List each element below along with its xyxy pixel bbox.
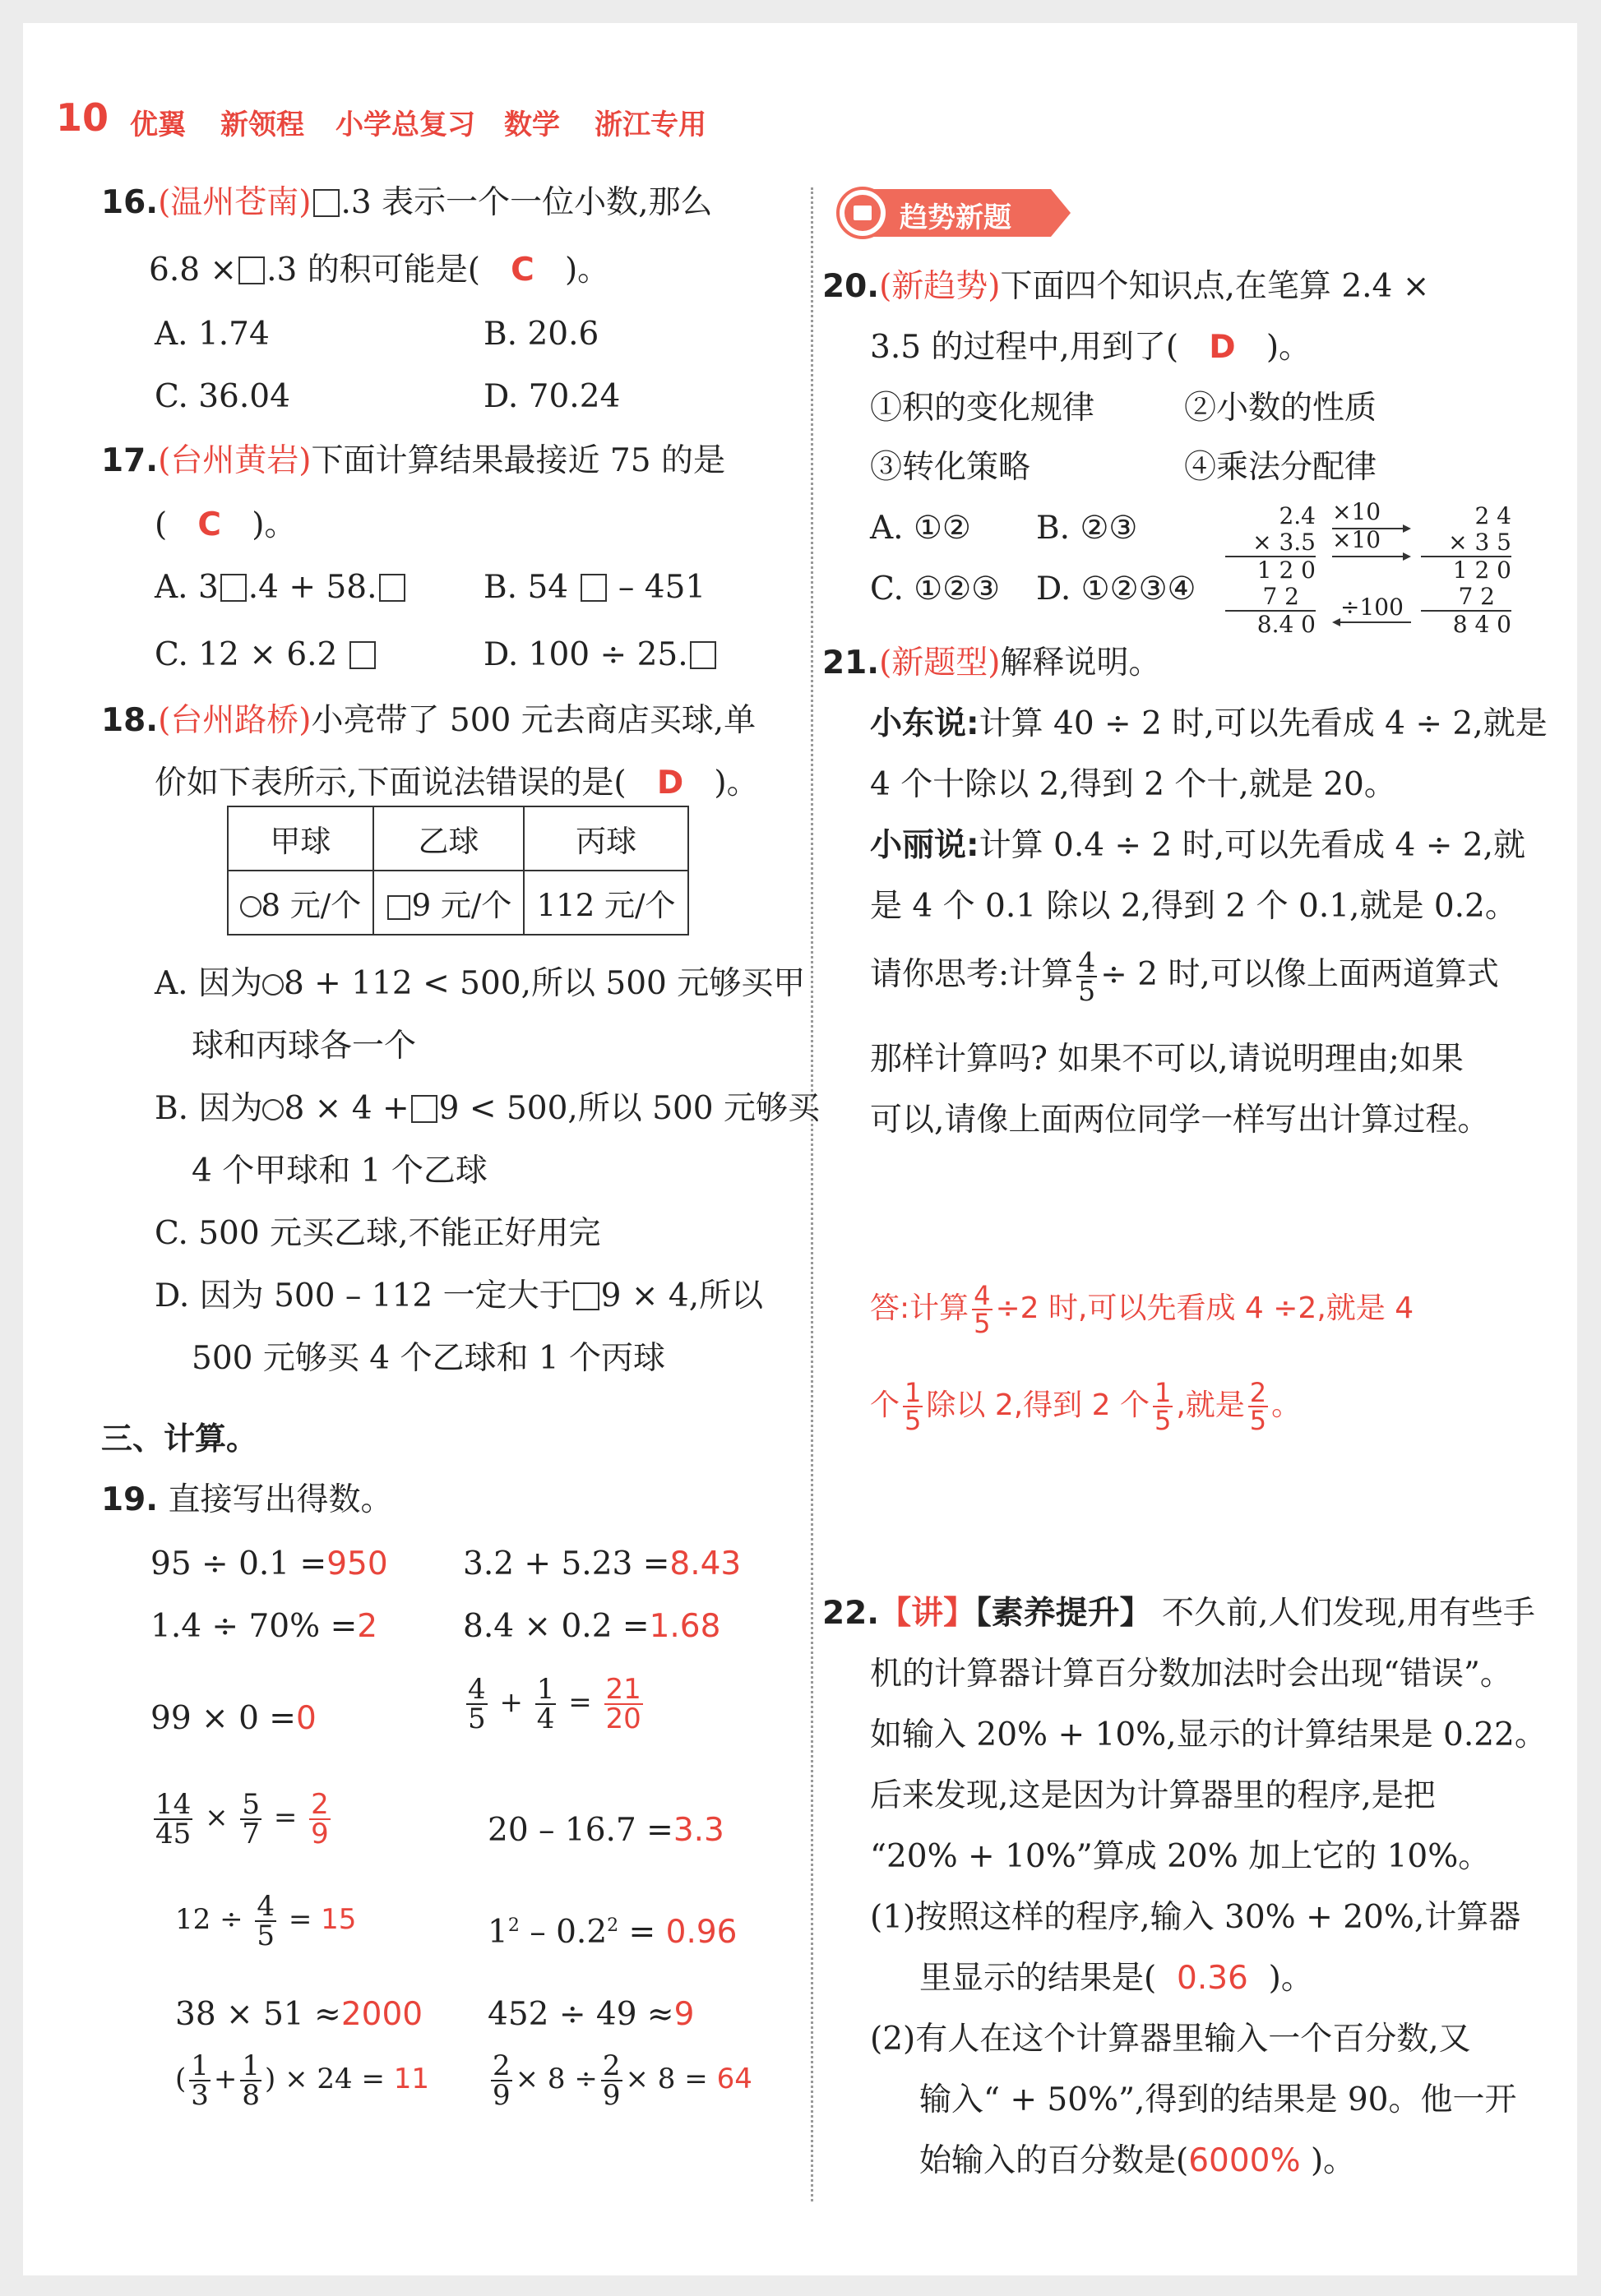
operator: + [499, 1686, 523, 1719]
q21-text-line: 是 4 个 0.1 除以 2,得到 2 个 0.1,就是 0.2。 [870, 888, 1517, 925]
page-number: 10 [56, 95, 109, 140]
q16-text: .3 表示一个一位小数,那么 [340, 184, 713, 221]
calc-item [150, 1545, 388, 1584]
calc-expr: 8.4 × 0.2 = [463, 1608, 650, 1645]
q18-option-c: C. 500 元买乙球,不能正好用完 [155, 1215, 601, 1252]
blank-box [313, 189, 340, 217]
numerator: 4 [1078, 946, 1096, 978]
calc-line: × 3 5 [1448, 529, 1511, 556]
calc-line: 1 2 0 [1421, 556, 1511, 584]
q17-option-c-text: C. 12 × 6.2 [155, 636, 338, 673]
q21-xiaoli [870, 827, 1525, 866]
denominator: 45 [155, 1818, 192, 1850]
q18-line2 [155, 765, 759, 803]
q21-answer-line1 [870, 1282, 1414, 1337]
exponent: 2 [607, 1915, 619, 1936]
q17-option-d [484, 636, 718, 675]
q21-text: 解释说明。 [1000, 644, 1161, 681]
arrow-label: ×10 [1332, 526, 1381, 553]
q22-sub2: (2)有人在这个计算器里输入一个百分数,又 [870, 2021, 1471, 2058]
calc-answer: 2 [357, 1608, 378, 1645]
calc-item [150, 1608, 377, 1647]
calc-answer: 950 [326, 1545, 388, 1582]
answer-text: 个 [870, 1388, 900, 1422]
q22-text-line: 后来发现,这是因为计算器里的程序,是把 [870, 1777, 1436, 1814]
denominator: 5 [905, 1405, 922, 1436]
calc-item [150, 1790, 334, 1848]
q18-option-b [155, 1090, 820, 1129]
calc-expr: – 0.2 [519, 1914, 608, 1951]
q17-option-c [155, 636, 377, 675]
calc-item [488, 1812, 724, 1850]
calc-answer: 0 [296, 1700, 317, 1737]
calc-expr: 452 ÷ 49 ≈ [488, 1996, 674, 2033]
price-table [227, 806, 689, 935]
q17-text: 下面计算结果最接近 75 的是 [311, 442, 725, 479]
calc-answer: 8.43 [669, 1545, 742, 1582]
blank-box [238, 256, 265, 284]
calc-expr: 1 [488, 1914, 508, 1951]
workbook-page [23, 23, 1577, 2275]
denominator: 5 [1249, 1405, 1267, 1436]
q21-text-line: 那样计算吗? 如果不可以,请说明理由;如果 [870, 1041, 1464, 1078]
q17-option-a [155, 569, 407, 607]
denominator: 5 [257, 1919, 275, 1952]
q21-text-line: 可以,请像上面两位同学一样写出计算过程。 [870, 1102, 1490, 1139]
denominator: 5 [468, 1702, 486, 1735]
q21-answer-line2 [870, 1379, 1301, 1434]
q18-option-d-text2: 9 × 4,所以 [600, 1277, 764, 1314]
numerator: 2 [493, 2049, 511, 2082]
q20-text: 下面四个知识点,在笔算 2.4 × [1000, 268, 1430, 305]
calc-item [175, 2049, 430, 2112]
answer-text: ÷2 时,可以先看成 4 ÷2,就是 4 [995, 1291, 1414, 1325]
q20-close: )。 [1266, 329, 1312, 366]
price-cell [373, 871, 524, 935]
calc-answer: 64 [716, 2063, 752, 2095]
q22-text-line: 始输入的百分数是( [919, 2142, 1189, 2179]
series: 新领程 [220, 109, 304, 141]
calc-expr: × 8 = [625, 2063, 708, 2095]
denominator: 5 [1078, 975, 1096, 1007]
q17-option-d-text: D. 100 ÷ 25. [484, 636, 688, 673]
numerator: 4 [257, 1890, 275, 1923]
calc-expr: 99 × 0 = [150, 1700, 296, 1737]
equals: = [618, 1914, 656, 1951]
blank-box [379, 574, 405, 602]
calc-item [463, 1675, 646, 1733]
calc-line: 8.4 0 [1225, 610, 1316, 638]
answer-text: 答:计算 [870, 1291, 969, 1325]
calc-answer: 11 [393, 2063, 430, 2095]
q18-number: 18. [101, 702, 159, 739]
numerator: 4 [468, 1673, 486, 1706]
denominator: 4 [536, 1702, 555, 1735]
q22-text-line: 如输入 20% + 10%,显示的计算结果是 0.22。 [870, 1716, 1547, 1753]
book-title: 小学总复习 [335, 109, 475, 141]
question-22 [822, 1595, 1535, 1633]
equals: = [273, 1801, 298, 1834]
vertical-calc-right [1421, 503, 1511, 638]
denominator: 5 [974, 1308, 991, 1339]
q17-option-b [484, 569, 706, 607]
calc-line: 8 4 0 [1421, 610, 1511, 638]
answer-numerator: 2 [311, 1788, 329, 1821]
q21-text-line: 4 个十除以 2,得到 2 个十,就是 20。 [870, 766, 1396, 803]
calc-line: 2 4 [1474, 502, 1511, 529]
denominator: 8 [242, 2079, 261, 2112]
q22-tag: 【素养提升】 [975, 1595, 1152, 1632]
q20-source: (新趋势) [879, 268, 1001, 305]
q18-option-a [155, 965, 805, 1004]
q16-source: (温州苍南) [158, 184, 312, 221]
vertical-calc-left [1225, 503, 1316, 638]
knowledge-point: ③转化策略 [870, 449, 1031, 486]
q20-line2 [870, 329, 1311, 367]
denominator: 3 [191, 2079, 209, 2112]
calc-expr: 12 ÷ [175, 1903, 243, 1936]
q16-option-a: A. 1.74 [155, 316, 270, 353]
q17-option-a-text: A. 3 [155, 569, 219, 606]
calc-line: 7 2 [1458, 583, 1495, 610]
calc-line: 2.4 [1279, 502, 1316, 529]
numerator: 1 [905, 1377, 922, 1408]
circle-blank [240, 896, 261, 917]
q22-text-line: “20% + 10%”算成 20% 加上它的 10%。 [870, 1838, 1491, 1875]
price-cell-text: 8 元/个 [261, 888, 362, 923]
calc-answer: 2000 [340, 1996, 423, 2033]
q21-text-line: 请你思考:计算 [870, 956, 1074, 993]
q22-sub1-line2 [919, 1960, 1313, 1998]
arrow-label: ×10 [1332, 498, 1381, 525]
q18-option-a-line2: 球和丙球各一个 [192, 1028, 417, 1065]
exponent: 2 [507, 1915, 520, 1936]
q17-line2 [155, 506, 296, 545]
calc-line: × 3.5 [1252, 529, 1316, 556]
numerator: 1 [242, 2049, 261, 2082]
q21-text-line: 计算 40 ÷ 2 时,可以先看成 4 ÷ 2,就是 [979, 705, 1548, 742]
knowledge-point: ①积的变化规律 [870, 390, 1095, 427]
q18-option-b-text2: 8 × 4 + [284, 1090, 410, 1127]
calc-expr: 20 – 16.7 = [488, 1812, 673, 1849]
equals: = [288, 1903, 322, 1936]
q18-option-d-line2: 500 元够买 4 个乙球和 1 个丙球 [192, 1340, 666, 1377]
q20-answer: D [1209, 329, 1236, 366]
region: 浙江专用 [595, 109, 706, 141]
q20-text2: 3.5 的过程中,用到了( [870, 329, 1179, 366]
q19-number: 19. [101, 1481, 159, 1518]
speaker-label: 小东说: [870, 705, 979, 742]
q22-sub1-answer: 0.36 [1177, 1960, 1248, 1997]
answer-text: 除以 2,得到 2 个 [926, 1388, 1150, 1422]
q22-sub2-answer: 6000% [1188, 2142, 1301, 2179]
numerator: 5 [242, 1788, 261, 1821]
q17-open: ( [155, 506, 168, 543]
q21-source: (新题型) [879, 644, 1001, 681]
arrow-label: ÷100 [1340, 594, 1404, 621]
q22-number: 22. [822, 1595, 880, 1632]
calc-answer: 0.96 [665, 1914, 738, 1951]
blank-box [581, 574, 607, 602]
header-cell: 丙球 [524, 806, 688, 871]
calc-answer: 3.3 [673, 1812, 724, 1849]
numerator: 14 [155, 1788, 192, 1821]
q16-option-c: C. 36.04 [155, 378, 290, 415]
calc-item [175, 1892, 356, 1950]
q21-xiaodong [870, 705, 1548, 744]
q20-option-b: B. ②③ [1036, 510, 1138, 547]
denominator: 9 [493, 2079, 511, 2112]
header-cell: 乙球 [373, 806, 524, 871]
header-cell: 甲球 [228, 806, 373, 871]
numerator: 1 [191, 2049, 209, 2082]
calc-expr: × 8 ÷ [515, 2063, 598, 2095]
question-19 [101, 1481, 393, 1520]
q20-number: 20. [822, 268, 880, 305]
q18-text2: 价如下表所示,下面说法错误的是( [155, 765, 627, 802]
q16-answer: C [511, 252, 534, 289]
q18-close: )。 [714, 765, 759, 802]
answer-denominator: 9 [311, 1818, 329, 1850]
q16-close: )。 [564, 252, 610, 289]
calc-item [150, 1700, 317, 1739]
calc-item [463, 1545, 741, 1584]
circle-blank [262, 1099, 284, 1120]
q21-number: 21. [822, 644, 880, 681]
paren: ( [175, 2063, 187, 2095]
answer-denominator: 20 [605, 1702, 641, 1735]
numerator: 2 [1249, 1377, 1267, 1408]
q18-option-a-text2: 8 + 112 < 500,所以 500 元够买甲 [283, 965, 806, 1002]
trend-badge [835, 186, 1074, 240]
q21-think [870, 946, 1499, 1007]
question-16 [101, 184, 713, 223]
calc-line: 1 2 0 [1225, 556, 1316, 584]
blank-box [573, 1282, 599, 1310]
calc-item [488, 2049, 752, 2112]
denominator: 5 [1154, 1405, 1172, 1436]
answer-text: ,就是 [1176, 1388, 1245, 1422]
q22-text-line: 不久前,人们发现,用有些手 [1162, 1595, 1535, 1632]
q19-text: 直接写出得数。 [168, 1481, 393, 1518]
q18-option-a-text: A. 因为 [155, 965, 262, 1002]
q22-close: )。 [1310, 2142, 1356, 2179]
denominator: 9 [602, 2079, 621, 2112]
denominator: 7 [242, 1818, 261, 1850]
q18-option-d [155, 1277, 763, 1316]
q20-option-d: D. ①②③④ [1036, 571, 1196, 607]
price-cell-text: 9 元/个 [411, 888, 512, 923]
q16-text2b: .3 的积可能是( [266, 252, 480, 289]
q17-close: )。 [252, 506, 297, 543]
calc-item [488, 1996, 694, 2035]
blank-box [690, 641, 716, 669]
q18-option-b-line2: 4 个甲球和 1 个乙球 [192, 1153, 488, 1190]
calc-expr: 38 × 51 ≈ [175, 1996, 341, 2033]
price-table-header-row [228, 806, 688, 871]
circle-blank [262, 974, 284, 996]
q17-option-b-text2: – 451 [618, 569, 706, 606]
calc-answer: 9 [673, 1996, 695, 2033]
calc-expr: ) × 24 = [265, 2063, 385, 2095]
operator: + [213, 2063, 238, 2095]
calc-expr: 95 ÷ 0.1 = [150, 1545, 327, 1582]
numerator: 1 [536, 1673, 555, 1706]
calc-expr: 3.2 + 5.23 = [463, 1545, 670, 1582]
q22-sub1: (1)按照这样的程序,输入 30% + 20%,计算器 [870, 1899, 1521, 1936]
calc-answer: 15 [321, 1903, 357, 1936]
q17-option-a-text2: .4 + 58. [248, 569, 377, 606]
blank-box [349, 641, 376, 669]
blank-box [411, 1095, 437, 1123]
blank-box [220, 574, 247, 602]
q20-option-c: C. ①②③ [870, 571, 1001, 607]
q22-close: )。 [1268, 1960, 1313, 1997]
section-title: 三、计算。 [101, 1421, 258, 1457]
q22-tag-lecture: 【讲】 [879, 1595, 976, 1632]
q18-option-b-text3: 9 < 500,所以 500 元够买 [438, 1090, 821, 1127]
answer-text: 。 [1271, 1388, 1302, 1422]
q21-text-line: 计算 0.4 ÷ 2 时,可以先看成 4 ÷ 2,就 [979, 827, 1525, 864]
right-arrow-icon [1332, 551, 1411, 562]
numerator: 2 [602, 2049, 621, 2082]
q22-sub2-line3 [919, 2142, 1355, 2181]
q18-option-b-text: B. 因为 [155, 1090, 263, 1127]
calc-item [175, 1996, 423, 2035]
question-18 [101, 702, 756, 741]
q20-option-a: A. ①② [870, 510, 971, 547]
q17-source: (台州黄岩) [158, 442, 312, 479]
calc-item [463, 1608, 720, 1647]
equals: = [568, 1686, 592, 1719]
q16-option-d: D. 70.24 [484, 378, 621, 415]
q21-text-line: ÷ 2 时,可以像上面两道算式 [1100, 956, 1499, 993]
question-20 [822, 268, 1429, 307]
subject: 数学 [504, 109, 560, 141]
q17-answer: C [197, 506, 222, 543]
q17-number: 17. [101, 442, 159, 479]
q22-text-line: 里显示的结果是( [919, 1960, 1157, 1997]
q16-number: 16. [101, 184, 159, 221]
q16-option-b: B. 20.6 [484, 316, 599, 353]
calc-item [488, 1914, 737, 1952]
knowledge-point: ②小数的性质 [1184, 390, 1377, 427]
q22-text-line: 输入“ + 50%”,得到的结果是 90。他一开 [919, 2081, 1517, 2118]
calc-answer: 1.68 [649, 1608, 721, 1645]
calc-expr: 1.4 ÷ 70% = [150, 1608, 358, 1645]
question-21 [822, 644, 1161, 683]
q18-source: (台州路桥) [158, 702, 312, 739]
price-cell [228, 871, 373, 935]
price-table-row [228, 871, 688, 935]
q18-option-d-text: D. 因为 500 – 112 一定大于 [155, 1277, 571, 1314]
blank-box [387, 895, 410, 920]
q16-line2 [149, 252, 609, 290]
brand: 优翼 [130, 109, 186, 141]
price-cell: 112 元/个 [524, 871, 688, 935]
calc-line: 7 2 [1262, 583, 1299, 610]
q18-answer: D [656, 765, 684, 802]
badge-label: 趋势新题 [900, 201, 1011, 234]
q17-option-b-text: B. 54 [484, 569, 569, 606]
q22-text-line: 机的计算器计算百分数加法时会出现“错误”。 [870, 1656, 1512, 1693]
speaker-label: 小丽说: [870, 827, 979, 864]
knowledge-point: ④乘法分配律 [1184, 449, 1377, 486]
column-divider [811, 187, 813, 2201]
q16-text2a: 6.8 × [149, 252, 238, 289]
answer-numerator: 21 [605, 1673, 641, 1706]
question-17 [101, 442, 725, 481]
numerator: 4 [974, 1280, 991, 1311]
numerator: 1 [1154, 1377, 1172, 1408]
q18-text: 小亮带了 500 元去商店买球,单 [311, 702, 757, 739]
operator: × [205, 1801, 229, 1834]
